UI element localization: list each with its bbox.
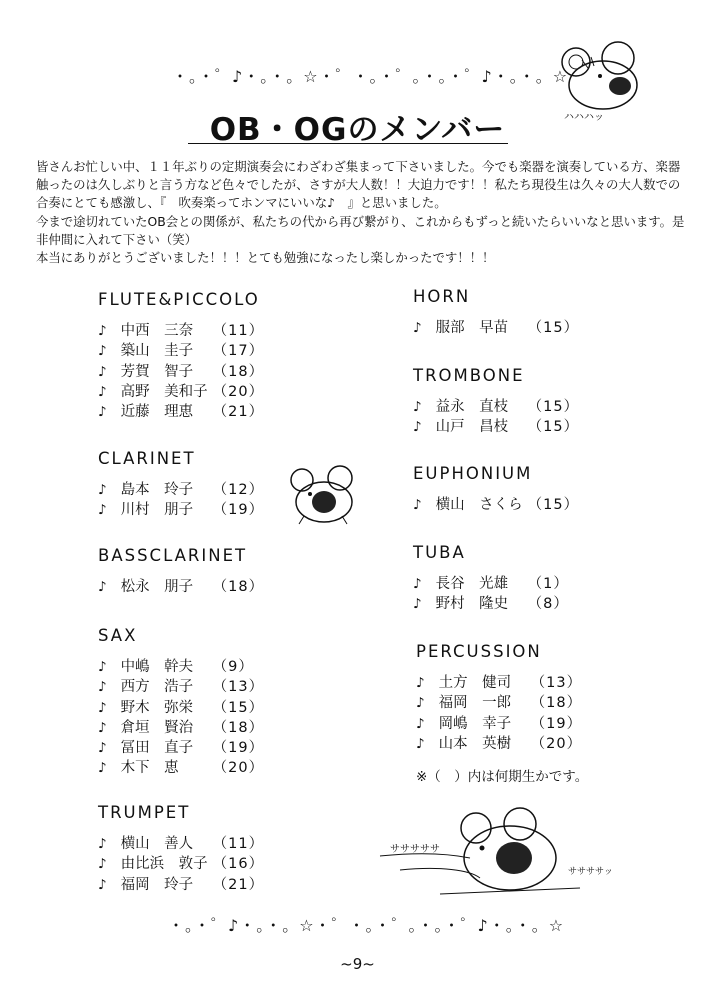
member-year: （17） <box>212 343 265 360</box>
section-horn <box>413 287 579 336</box>
page-number: ~9~ <box>340 955 375 973</box>
member-name: 野村 隆史 <box>435 596 509 613</box>
intro-paragraph-3: 本当にありがとうございました！！！とても勉強になったし楽しかったです！！！ <box>36 250 495 266</box>
music-note-icon: ♪ <box>98 579 107 595</box>
mouse-doodle-middle-icon <box>288 466 363 528</box>
music-note-icon: ♪ <box>98 659 107 675</box>
section-clarinet <box>98 449 264 519</box>
member-row <box>98 400 264 420</box>
member-name: 長谷 光雄 <box>435 576 509 592</box>
member-name: 益永 直枝 <box>435 399 509 415</box>
member-name: 築山 圭子 <box>120 343 194 360</box>
member-year: （15） <box>527 320 580 336</box>
member-row <box>98 832 264 852</box>
member-year: （21） <box>212 404 265 421</box>
member-name: 山戸 昌枝 <box>435 419 509 436</box>
music-note-icon: ♪ <box>413 399 422 415</box>
member-name: 冨田 直子 <box>120 740 194 757</box>
section-percussion <box>416 642 582 752</box>
section-sax <box>98 626 264 777</box>
member-name: 中西 三奈 <box>120 323 194 339</box>
member-year: （16） <box>212 856 265 873</box>
member-year: （15） <box>527 419 580 436</box>
member-name: 島本 玲子 <box>120 482 194 498</box>
member-row <box>98 575 264 595</box>
member-name: 芳賀 智子 <box>120 363 194 380</box>
member-row <box>98 756 264 776</box>
member-row <box>98 873 264 893</box>
music-note-icon: ♪ <box>98 383 107 400</box>
section-title: PERCUSSION <box>416 642 542 661</box>
member-row <box>413 395 579 415</box>
member-year: （13） <box>530 675 583 691</box>
member-row <box>413 316 579 336</box>
member-year: （15） <box>212 699 265 716</box>
music-note-icon: ♪ <box>98 323 107 339</box>
section-title: SAX <box>98 626 138 645</box>
member-name: 近藤 理恵 <box>120 404 194 421</box>
member-year: （19） <box>212 740 265 757</box>
music-note-icon: ♪ <box>413 596 422 613</box>
member-row <box>98 319 264 339</box>
section-title: TRUMPET <box>98 803 191 822</box>
section-title: EUPHONIUM <box>413 464 533 483</box>
member-year: （20） <box>212 760 265 777</box>
member-year: （1） <box>527 576 569 592</box>
member-year: （18） <box>212 719 265 736</box>
section-euphonium <box>413 464 579 513</box>
doodle-swish-text-right: ササササッ <box>568 867 613 877</box>
doodle-laugh-text: ハハハッ <box>564 112 604 123</box>
section-title: TROMBONE <box>413 366 525 385</box>
intro-paragraph-2: 今まで途切れていたOB会との関係が、私たちの代から再び繋がり、これからもずっと続いたらいいなと思います。是非仲間に入れて下さい（笑） <box>36 213 685 247</box>
member-name: 横山 善人 <box>120 836 194 852</box>
top-decoration: ・。・゜♪・。・。☆・゜・。・゜。・。・゜♪・。・。☆ <box>172 67 569 86</box>
member-name: 川村 朋子 <box>120 502 194 519</box>
music-note-icon: ♪ <box>413 576 422 592</box>
section-trumpet <box>98 803 264 893</box>
intro-text <box>36 158 686 267</box>
member-year: （19） <box>212 502 265 519</box>
title-underline <box>188 143 508 144</box>
member-row <box>416 712 582 732</box>
member-year: （18） <box>212 363 265 380</box>
member-name: 土方 健司 <box>438 675 512 691</box>
member-row <box>413 572 569 592</box>
bottom-decoration: ・。・゜♪・。・。☆・゜・。・゜。・。・゜♪・。・。☆ <box>168 916 565 935</box>
section-title: CLARINET <box>98 449 196 468</box>
music-note-icon: ♪ <box>98 856 107 873</box>
music-note-icon: ♪ <box>98 679 107 696</box>
member-row <box>98 696 264 716</box>
music-note-icon: ♪ <box>416 715 425 732</box>
doodle-swish-text-left: サササササ <box>390 844 440 855</box>
music-note-icon: ♪ <box>98 404 107 421</box>
member-row <box>98 736 264 756</box>
member-row <box>98 339 264 359</box>
member-name: 西方 浩子 <box>120 679 194 696</box>
music-note-icon: ♪ <box>98 836 107 852</box>
member-year: （15） <box>527 399 580 415</box>
member-year: （8） <box>527 596 569 613</box>
intro-paragraph-1: 皆さんお忙しい中、１１年ぶりの定期演奏会にわざわざ集まって下さいました。今でも楽器を演奏している方、楽器触ったのは久しぶりと言う方など色々でしたが、さすが大人数！！大迫力です！！私たち現役生は久々の大人数での合奏にとても感激し、『 吹奏楽ってホンマにいいな♪ 』と思いました。 <box>36 159 681 211</box>
member-row <box>98 360 264 380</box>
music-note-icon: ♪ <box>98 343 107 360</box>
member-name: 野木 弥栄 <box>120 699 194 716</box>
member-row <box>98 498 264 518</box>
mouse-doodle-bottom-icon <box>380 808 620 908</box>
page-title: OB・OGのメンバー <box>209 112 506 148</box>
member-year: （15） <box>527 497 580 513</box>
section-title: HORN <box>413 287 471 306</box>
music-note-icon: ♪ <box>98 482 107 498</box>
member-year: （12） <box>212 482 265 498</box>
member-year: （18） <box>530 695 583 712</box>
member-year: （20） <box>530 735 583 752</box>
section-flute <box>98 290 264 420</box>
music-note-icon: ♪ <box>98 699 107 716</box>
member-name: 福岡 玲子 <box>120 876 194 893</box>
music-note-icon: ♪ <box>98 760 107 777</box>
section-tuba <box>413 543 569 613</box>
member-row <box>413 493 579 513</box>
member-name: 由比浜 敦子 <box>120 856 208 873</box>
music-note-icon: ♪ <box>98 363 107 380</box>
member-name: 木下 恵 <box>120 760 179 777</box>
member-row <box>416 671 582 691</box>
member-row <box>98 675 264 695</box>
member-name: 松永 朋子 <box>120 579 194 595</box>
music-note-icon: ♪ <box>98 876 107 893</box>
section-title: TUBA <box>413 543 466 562</box>
member-year: （11） <box>212 836 265 852</box>
member-year: （11） <box>212 323 265 339</box>
section-bassclarinet <box>98 546 264 595</box>
music-note-icon: ♪ <box>413 419 422 436</box>
member-name: 山本 英樹 <box>438 735 512 752</box>
section-title: BASSCLARINET <box>98 546 248 565</box>
member-row <box>98 478 264 498</box>
music-note-icon: ♪ <box>98 719 107 736</box>
member-name: 服部 早苗 <box>435 320 509 336</box>
member-name: 高野 美和子 <box>120 383 208 400</box>
member-year: （18） <box>212 579 265 595</box>
music-note-icon: ♪ <box>413 320 422 336</box>
section-trombone <box>413 366 579 436</box>
member-name: 中嶋 幹夫 <box>120 659 194 675</box>
music-note-icon: ♪ <box>416 695 425 712</box>
member-name: 岡嶋 幸子 <box>438 715 512 732</box>
member-row <box>98 655 264 675</box>
member-row <box>416 691 582 711</box>
member-name: 横山 さくら <box>435 497 523 513</box>
member-row <box>413 415 579 435</box>
music-note-icon: ♪ <box>416 675 425 691</box>
member-row <box>98 852 264 872</box>
member-year: （9） <box>212 659 254 675</box>
member-row <box>98 380 264 400</box>
music-note-icon: ♪ <box>98 502 107 519</box>
music-note-icon: ♪ <box>413 497 422 513</box>
member-row <box>98 716 264 736</box>
member-name: 福岡 一郎 <box>438 695 512 712</box>
member-year: （19） <box>530 715 583 732</box>
member-year: （13） <box>212 679 265 696</box>
music-note-icon: ♪ <box>98 740 107 757</box>
member-row <box>416 732 582 752</box>
member-row <box>413 592 569 612</box>
member-year: （20） <box>212 383 265 400</box>
section-title: FLUTE&PICCOLO <box>98 290 260 309</box>
music-note-icon: ♪ <box>416 735 425 752</box>
footnote: ※（ ）内は何期生かです。 <box>416 769 589 785</box>
member-name: 倉垣 賢治 <box>120 719 194 736</box>
member-year: （21） <box>212 876 265 893</box>
